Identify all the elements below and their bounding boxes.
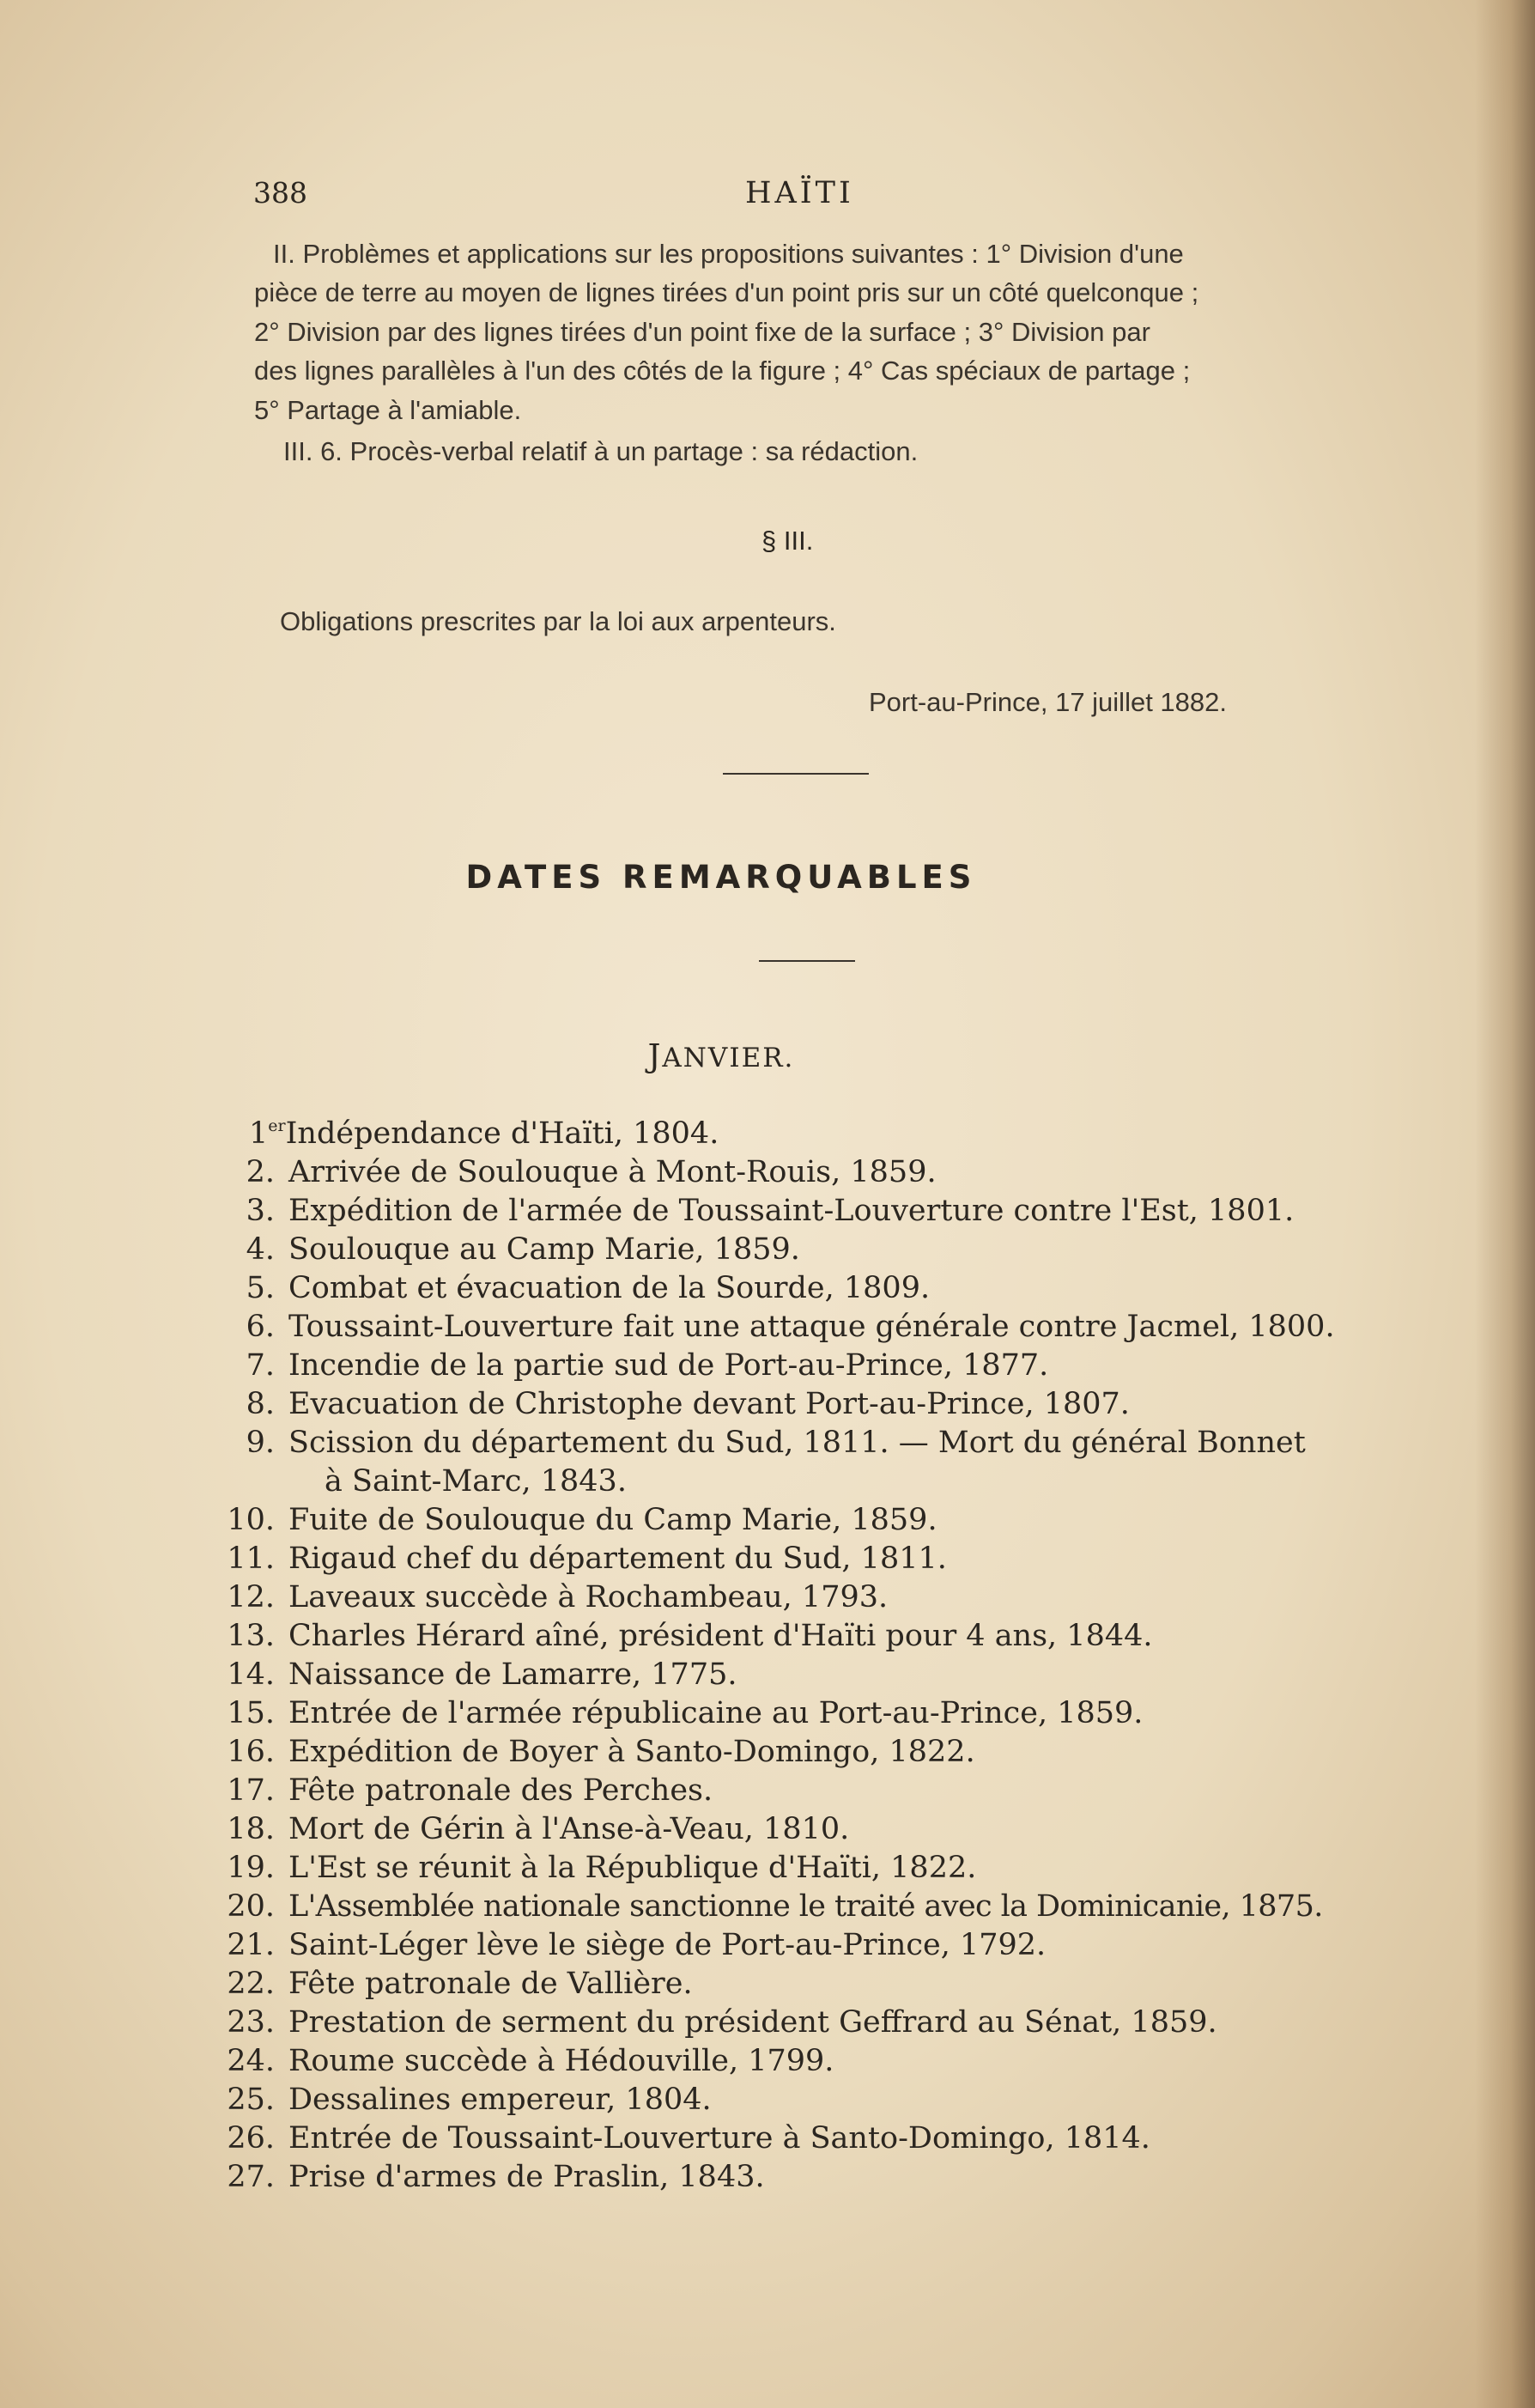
syllabus-line: 2° Division par des lignes tirées d'un point fixe de la surface ; 3° Division par xyxy=(254,317,1150,347)
entry-number: 12. xyxy=(227,1580,275,1614)
page-spine-shadow xyxy=(1475,0,1535,2408)
entry-text: Fuite de Soulouque du Camp Marie, 1859. xyxy=(288,1503,937,1537)
entry-text: Expédition de l'armée de Toussaint-Louverture contre l'Est, 1801. xyxy=(288,1194,1295,1228)
syllabus-line: pièce de terre au moyen de lignes tirées d'un point pris sur un côté quelconque ; xyxy=(254,277,1199,307)
entry-number: 9. xyxy=(246,1426,275,1460)
entry-text: Rigaud chef du département du Sud, 1811. xyxy=(288,1541,947,1576)
entry-text: Charles Hérard aîné, président d'Haïti pour 4 ans, 1844. xyxy=(288,1619,1153,1653)
entry-text: Combat et évacuation de la Sourde, 1809. xyxy=(288,1271,931,1305)
entry-number: 5. xyxy=(246,1271,275,1305)
entry-text: Laveaux succède à Rochambeau, 1793. xyxy=(288,1580,889,1614)
entry-number: 7. xyxy=(246,1348,275,1383)
entry-text: Soulouque au Camp Marie, 1859. xyxy=(288,1232,800,1267)
entry-text: Roume succède à Hédouville, 1799. xyxy=(288,2044,834,2078)
obligations-line: Obligations prescrites par la loi aux arpenteurs. xyxy=(280,606,836,636)
entry-text: Naissance de Lamarre, 1775. xyxy=(288,1657,737,1692)
entry-text: L'Assemblée nationale sanctionne le traité avec la Dominicanie, 1875. xyxy=(288,1889,1323,1924)
entry-text: Saint-Léger lève le siège de Port-au-Prince, 1792. xyxy=(288,1928,1047,1962)
page-number: 388 xyxy=(253,176,307,210)
divider-rule xyxy=(723,773,869,775)
entry-text: à Saint-Marc, 1843. xyxy=(325,1464,627,1499)
entry-text: Scission du département du Sud, 1811. — Mort du général Bonnet xyxy=(288,1426,1306,1460)
syllabus-line: III. 6. Procès-verbal relatif à un partage : sa rédaction. xyxy=(283,436,919,466)
entry-number: 22. xyxy=(227,1967,275,2001)
entry-text: Entrée de Toussaint-Louverture à Santo-Domingo, 1814. xyxy=(288,2121,1150,2156)
entry-number: 23. xyxy=(227,2005,275,2040)
entry-number: 13. xyxy=(227,1619,275,1653)
entry-number: 4. xyxy=(246,1232,275,1267)
entry-text: Evacuation de Christophe devant Port-au-Prince, 1807. xyxy=(288,1387,1130,1421)
entry-text: Fête patronale de Vallière. xyxy=(288,1967,693,2001)
entry-number: 15. xyxy=(227,1696,275,1730)
entry-text: Entrée de l'armée républicaine au Port-au-Prince, 1859. xyxy=(288,1696,1144,1730)
entry-text: Prise d'armes de Praslin, 1843. xyxy=(288,2160,765,2194)
entry-number: 20. xyxy=(227,1889,275,1924)
entry-text: Dessalines empereur, 1804. xyxy=(288,2083,712,2117)
entry-text: Arrivée de Soulouque à Mont-Rouis, 1859. xyxy=(288,1155,937,1189)
place-date: Port-au-Prince, 17 juillet 1882. xyxy=(869,687,1228,717)
entry-number: 16. xyxy=(227,1735,275,1769)
entry-number: 25. xyxy=(227,2083,275,2117)
syllabus-line: des lignes parallèles à l'un des côtés de la figure ; 4° Cas spéciaux de partage ; xyxy=(254,356,1191,386)
entry-number: 2. xyxy=(246,1155,275,1189)
month-initial: J xyxy=(647,1037,663,1074)
syllabus-line: 5° Partage à l'amiable. xyxy=(254,395,522,425)
entry-text: Expédition de Boyer à Santo-Domingo, 1822. xyxy=(288,1735,975,1769)
entry-number: 3. xyxy=(246,1194,275,1228)
entry-number: 17. xyxy=(227,1773,275,1808)
entry-text: L'Est se réunit à la République d'Haïti, 1822. xyxy=(288,1851,977,1885)
entry-number: 18. xyxy=(227,1812,275,1846)
entry-number: 6. xyxy=(246,1310,275,1344)
entry-number: 14. xyxy=(227,1657,275,1692)
month-heading xyxy=(0,1037,1442,1074)
entry-text: Toussaint-Louverture fait une attaque générale contre Jacmel, 1800. xyxy=(288,1310,1335,1344)
entry-number: 11. xyxy=(227,1541,275,1576)
month-rest: ANVIER. xyxy=(662,1043,795,1073)
syllabus-line: II. Problèmes et applications sur les propositions suivantes : 1° Division d'une xyxy=(273,239,1184,269)
entry-number: 8. xyxy=(246,1387,275,1421)
entry-text: Incendie de la partie sud de Port-au-Prince, 1877. xyxy=(288,1348,1049,1383)
entry-number: 10. xyxy=(227,1503,275,1537)
entry-number: 26. xyxy=(227,2121,275,2156)
running-title: HAÏTI xyxy=(745,176,854,210)
entry-text: Prestation de serment du président Geffrard au Sénat, 1859. xyxy=(288,2005,1217,2040)
entry-number: 24. xyxy=(227,2044,275,2078)
entry-number: 19. xyxy=(227,1851,275,1885)
entry-number: 21. xyxy=(227,1928,275,1962)
section-title: DATES REMARQUABLES xyxy=(465,859,977,896)
entry-number-first: 1erIndépendance d'Haïti, 1804. xyxy=(249,1116,719,1151)
divider-rule-short xyxy=(759,960,855,962)
entry-text: Fête patronale des Perches. xyxy=(288,1773,713,1808)
entry-text: Mort de Gérin à l'Anse-à-Veau, 1810. xyxy=(288,1812,850,1846)
entry-number: 27. xyxy=(227,2160,275,2194)
section-mark: § III. xyxy=(761,526,814,556)
